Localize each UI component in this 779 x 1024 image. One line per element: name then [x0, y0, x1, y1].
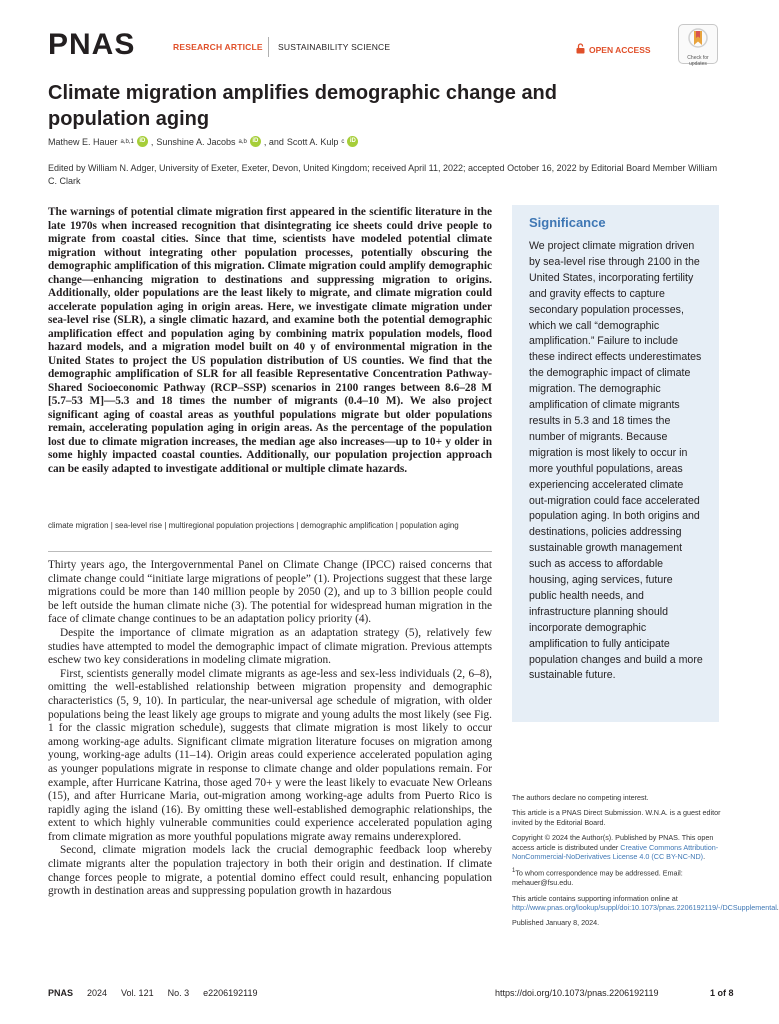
- author-affiliation: a,b,1: [120, 138, 134, 145]
- author-affiliation: c: [341, 138, 345, 145]
- footer-citation: [48, 988, 258, 998]
- check-updates-label: Check for updates: [687, 55, 709, 67]
- supporting-info-link[interactable]: http://www.pnas.org/lookup/suppl/doi:10.1073/pnas.2206192119/-/DCSupplemental: [512, 903, 777, 913]
- correspondence-text: To whom correspondence may be addressed. Email: mehauer@fsu.edu.: [512, 868, 683, 888]
- footer-journal: PNAS: [48, 988, 74, 998]
- open-lock-icon: [576, 41, 585, 59]
- direct-submission-note: This article is a PNAS Direct Submission. W.N.A. is a guest editor invited by the Editorial Board.: [512, 808, 721, 827]
- supporting-end: .: [776, 903, 779, 913]
- license-link[interactable]: Creative Commons Attribution-NonCommercial-NoDerivatives License 4.0 (CC BY-NC-ND): [512, 842, 719, 862]
- published-date: Published January 8, 2024.: [512, 918, 600, 928]
- body-paragraph: Second, climate migration models lack the crucial demographic feedback loop whereby climate migrants alter the population trajectory in both their origin and destination. If climate change forces people to migrate, a potential domino effect could result, enhancing population growth in destination areas and suppressing population growth in hazardous: [48, 844, 492, 898]
- supporting-text: This article contains supporting information online at: [512, 893, 678, 903]
- supporting-info-note: [512, 893, 779, 913]
- correspondence-note: [512, 867, 722, 887]
- orcid-icon[interactable]: iD: [347, 136, 358, 147]
- competing-interest-note: The authors declare no competing interest.: [512, 793, 649, 802]
- body-paragraph: Thirty years ago, the Intergovernmental Panel on Climate Change (IPCC) raised concerns that climate change could “initiate large migrations of people” (1). Projections suggest that these large migrations could be more than 140 million people by 2050 (2), and up to 3 billion people could be left outside the human climate niche (3). The potential for widespread human migration in the face of climate change continues to be an adaptation policy priority (4).: [48, 559, 492, 626]
- keywords: climate migration | sea-level rise | multiregional population projections | demographic amplification | population aging: [48, 521, 459, 530]
- orcid-icon[interactable]: iD: [250, 136, 261, 147]
- editorial-info: Edited by William N. Adger, University of Exeter, Exeter, Devon, United Kingdom; received April 11, 2022; accepted October 16, 2022 by Editorial Board Member William C. Clark: [48, 163, 718, 186]
- bookmark-icon: [688, 28, 708, 55]
- body-paragraph: Despite the importance of climate migration as an adaptation strategy (5), relatively few studies have attempted to model the demographic impact of climate migration. Previous attempts eschew two key considerations in modeling climate migration.: [48, 626, 492, 667]
- copyright-text: Copyright © 2024 the Author(s). Published by PNAS. This open access article is distributed under: [512, 833, 714, 852]
- article-body: [48, 559, 492, 899]
- copyright-end: .: [703, 852, 706, 862]
- pnas-logo[interactable]: PNAS: [48, 28, 136, 61]
- open-access-label: OPEN ACCESS: [589, 45, 651, 55]
- significance-text: We project climate migration driven by sea-level rise through 2100 in the United States, incorporating fertility and gravity effects to capture secondary population processes, which we call “demographic amplification.” Failure to include these indirect effects underestimates the demographic impact of climate migration. The demographic amplification of climate migrants results in 5.3 and 18 times the number of migrants. Because migration is most likely to occur in more youthful populations, areas experiencing accelerated climate out-migration could face accelerated population aging. In both origins and destinations, policies addressing sustainable growth management such as access to affordable housing, aging services, future public health needs, and infrastructure planning should incorporate demographic amplification to fully anticipate population changes and build a more sustainable future.: [529, 240, 703, 682]
- abstract: The warnings of potential climate migration first appeared in the scientific literature in the late 1970s when increased recognition that disintegrating ice sheets could drive people to migrate from coastal cities. Since that time, scientists have modeled potential climate migration without integrating other population processes, potentially obscuring the demographic amplification of this migration. Climate migration could amplify demographic change—enhancing migration to destinations and suppressing migration to origins. Additionally, older populations are the least likely to migrate, and climate migration could accelerate population aging in origin areas. Here, we investigate climate migration under sea-level rise (SLR), a single climatic hazard, and examine both the potential demographic amplification effect and population aging by combining matrix population models, flood hazard models, and a migration model built on 40 y of environmental migration in the United States to project the US population distribution of US counties. We find that the demographic amplification of SLR for all feasible Representative Concentration Pathway-Shared Socioeconomic Pathway (RCP–SSP) scenarios in 2100 ranges between 8.6–28 M [5.7–53 M]—5.3 and 18 times the number of migrants (0.4–10 M). We also project significant aging of coastal areas as youthful populations migrate but older populations remain, accelerating population aging in origin areas. As the percentage of the population lost due to climate migration increases, the median age also increases—up to 10+ y older in some highly impacted coastal counties. Additionally, our population projection approach can be easily adapted to investigate additional or multiple climate hazards.: [48, 206, 492, 475]
- copyright-note: [512, 833, 722, 861]
- significance-heading: Significance: [529, 215, 606, 230]
- footer-page-number: 1 of 8: [710, 988, 734, 998]
- article-type-label: RESEARCH ARTICLE: [173, 42, 263, 52]
- check-for-updates-badge[interactable]: [678, 24, 718, 67]
- correspondence-marker: 1: [512, 868, 516, 875]
- body-paragraph: First, scientists generally model climate migrants as age-less and sex-less individuals (2, 6–8), omitting the well-established relationship between migration propensity and demographic characteristics (5, 9, 10). In particular, the near-universal age schedule of migration, with older populations being the least likely age groups to migrate and young adults the most likely (see Fig. 1 for the classic migration schedule), suggests that climate migration is most likely to occur among working-age adults. Significant climate migration literature focuses on migration among young, working-age adults (11–14). Origin areas could experience accelerated population aging as younger populations migrate in response to climate change and older populations remain. For example, after Hurricane Katrina, those aged 70+ y were the least likely to evacuate New Orleans (15), and after Hurricane Maria, out-migration among working-age adults from Puerto Rico is rapidly aging the island (16). By omitting these well-established demographic relationships, the extent to which highly vulnerable communities could experience accelerated population aging from climate migration as more youthful populations migrate away remains underexplored.: [48, 667, 492, 843]
- orcid-icon[interactable]: iD: [137, 136, 148, 147]
- header-divider: [268, 37, 269, 57]
- author-affiliation: a,b: [238, 138, 247, 145]
- keywords-divider: [48, 551, 492, 552]
- article-notes: [512, 793, 779, 934]
- author-name[interactable]: Mathew E. Hauer: [48, 136, 118, 147]
- author-separator: , and: [263, 136, 284, 147]
- section-label[interactable]: SUSTAINABILITY SCIENCE: [278, 42, 391, 52]
- footer-number: No. 3: [167, 988, 190, 998]
- footer-year: 2024: [87, 988, 108, 998]
- article-title: Climate migration amplifies demographic change and population aging: [48, 82, 557, 130]
- significance-box: [512, 205, 719, 722]
- open-access-badge[interactable]: [576, 41, 651, 59]
- footer-doi-link[interactable]: https://doi.org/10.1073/pnas.2206192119: [495, 988, 659, 998]
- footer-volume: Vol. 121: [121, 988, 154, 998]
- author-list: [48, 136, 358, 147]
- author-separator: ,: [150, 136, 154, 147]
- footer-eid: e2206192119: [203, 988, 258, 998]
- author-name[interactable]: Scott A. Kulp: [286, 136, 339, 147]
- author-name[interactable]: Sunshine A. Jacobs: [156, 136, 236, 147]
